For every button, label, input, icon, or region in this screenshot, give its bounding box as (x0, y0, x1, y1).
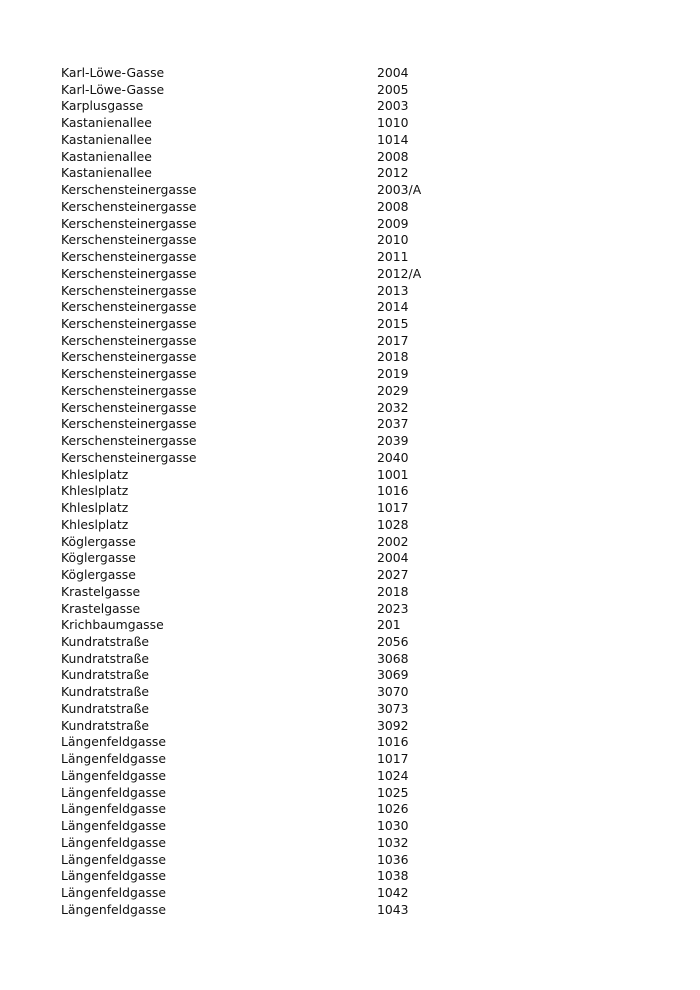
list-item (61, 249, 421, 266)
house-number: 2019 (377, 366, 409, 382)
house-number: 3070 (377, 684, 409, 700)
house-number: 2010 (377, 232, 409, 248)
street-name: Kerschensteinergasse (61, 198, 197, 214)
street-name: Längenfeldgasse (61, 784, 166, 800)
house-number: 2029 (377, 382, 409, 398)
house-number: 2056 (377, 633, 409, 649)
list-item (61, 651, 421, 668)
street-name: Kerschensteinergasse (61, 282, 197, 298)
street-name: Kerschensteinergasse (61, 399, 197, 415)
house-number: 1026 (377, 801, 409, 817)
list-item (61, 818, 421, 835)
street-name: Längenfeldgasse (61, 767, 166, 783)
list-item (61, 801, 421, 818)
house-number: 2013 (377, 282, 409, 298)
house-number: 3092 (377, 717, 409, 733)
house-number: 2032 (377, 399, 409, 415)
house-number: 2011 (377, 249, 409, 265)
house-number: 1016 (377, 483, 409, 499)
street-name: Kundratstraße (61, 717, 150, 733)
house-number: 2040 (377, 449, 409, 465)
house-number: 2017 (377, 332, 409, 348)
street-name: Karl-Löwe-Gasse (61, 81, 165, 97)
house-number: 2004 (377, 65, 409, 80)
list-item (61, 400, 421, 417)
street-name: Kundratstraße (61, 667, 150, 683)
list-item (61, 433, 421, 450)
list-item (61, 550, 421, 567)
street-name: Kerschensteinergasse (61, 299, 197, 315)
house-number: 3073 (377, 700, 409, 716)
street-name: Längenfeldgasse (61, 834, 166, 850)
street-name: Khleslplatz (61, 483, 129, 499)
list-item (61, 902, 421, 919)
list-item (61, 534, 421, 551)
street-name: Köglergasse (61, 550, 136, 566)
street-name: Khleslplatz (61, 466, 129, 482)
house-number: 2008 (377, 148, 409, 164)
street-name: Köglergasse (61, 567, 136, 583)
house-number: 2027 (377, 567, 409, 583)
house-number: 2003/A (377, 182, 422, 198)
street-name: Längenfeldgasse (61, 734, 166, 750)
street-name: Khleslplatz (61, 516, 129, 532)
house-number: 1030 (377, 818, 409, 834)
house-number: 1028 (377, 516, 409, 532)
house-number: 2009 (377, 215, 409, 231)
list-item (61, 98, 421, 115)
street-name: Längenfeldgasse (61, 801, 166, 817)
house-number: 2018 (377, 349, 409, 365)
list-item (61, 718, 421, 735)
house-number: 1014 (377, 131, 409, 147)
list-item (61, 701, 421, 718)
street-name: Kastanienallee (61, 165, 152, 181)
street-name: Kundratstraße (61, 684, 150, 700)
list-item (61, 266, 421, 283)
list-item (61, 132, 421, 149)
list-item (61, 868, 421, 885)
street-name: Krichbaumgasse (61, 617, 164, 633)
street-name: Kerschensteinergasse (61, 249, 197, 265)
list-item (61, 165, 421, 182)
address-list (61, 65, 421, 918)
street-name: Längenfeldgasse (61, 884, 166, 900)
list-item (61, 601, 421, 618)
list-item (61, 115, 421, 132)
street-name: Karplusgasse (61, 98, 144, 114)
house-number: 1016 (377, 734, 409, 750)
list-item (61, 149, 421, 166)
list-item (61, 500, 421, 517)
street-name: Khleslplatz (61, 500, 129, 516)
street-name: Kerschensteinergasse (61, 182, 197, 198)
street-name: Längenfeldgasse (61, 818, 166, 834)
list-item (61, 333, 421, 350)
street-name: Krastelgasse (61, 600, 141, 616)
house-number: 1038 (377, 868, 409, 884)
list-item (61, 667, 421, 684)
house-number: 2005 (377, 81, 409, 97)
list-item (61, 517, 421, 534)
house-number: 201 (377, 617, 401, 633)
street-name: Kastanienallee (61, 131, 152, 147)
house-number: 2039 (377, 433, 409, 449)
house-number: 1036 (377, 851, 409, 867)
house-number: 2014 (377, 299, 409, 315)
list-item (61, 283, 421, 300)
house-number: 2023 (377, 600, 409, 616)
list-item (61, 617, 421, 634)
house-number: 2003 (377, 98, 409, 114)
house-number: 1017 (377, 751, 409, 767)
house-number: 2037 (377, 416, 409, 432)
house-number: 1025 (377, 784, 409, 800)
street-name: Kerschensteinergasse (61, 433, 197, 449)
street-name: Kerschensteinergasse (61, 349, 197, 365)
house-number: 1024 (377, 767, 409, 783)
street-name: Längenfeldgasse (61, 851, 166, 867)
house-number: 2018 (377, 583, 409, 599)
street-name: Kastanienallee (61, 148, 152, 164)
house-number: 2012 (377, 165, 409, 181)
house-number: 1032 (377, 834, 409, 850)
list-item (61, 416, 421, 433)
list-item (61, 734, 421, 751)
list-item (61, 199, 421, 216)
list-item (61, 885, 421, 902)
list-item (61, 383, 421, 400)
street-name: Kerschensteinergasse (61, 366, 197, 382)
street-name: Kerschensteinergasse (61, 416, 197, 432)
house-number: 1043 (377, 901, 409, 917)
street-name: Kerschensteinergasse (61, 332, 197, 348)
list-item (61, 785, 421, 802)
street-name: Kastanienallee (61, 115, 152, 131)
house-number: 1010 (377, 115, 409, 131)
list-item (61, 684, 421, 701)
house-number: 3069 (377, 667, 409, 683)
street-name: Längenfeldgasse (61, 901, 166, 917)
street-name: Kerschensteinergasse (61, 382, 197, 398)
list-item (61, 584, 421, 601)
list-item (61, 366, 421, 383)
house-number: 2008 (377, 198, 409, 214)
list-item (61, 299, 421, 316)
house-number: 1001 (377, 466, 409, 482)
list-item (61, 852, 421, 869)
street-name: Kerschensteinergasse (61, 232, 197, 248)
street-name: Kerschensteinergasse (61, 449, 197, 465)
house-number: 2012/A (377, 265, 422, 281)
list-item (61, 751, 421, 768)
house-number: 2002 (377, 533, 409, 549)
house-number: 3068 (377, 650, 409, 666)
street-name: Karl-Löwe-Gasse (61, 65, 165, 80)
house-number: 1017 (377, 500, 409, 516)
street-name: Kundratstraße (61, 650, 150, 666)
list-item (61, 483, 421, 500)
list-item (61, 216, 421, 233)
street-name: Krastelgasse (61, 583, 141, 599)
street-name: Kerschensteinergasse (61, 265, 197, 281)
house-number: 2015 (377, 316, 409, 332)
street-name: Längenfeldgasse (61, 868, 166, 884)
house-number: 1042 (377, 884, 409, 900)
street-name: Kerschensteinergasse (61, 316, 197, 332)
street-name: Längenfeldgasse (61, 751, 166, 767)
list-item (61, 182, 421, 199)
list-item (61, 316, 421, 333)
list-item (61, 82, 421, 99)
list-item (61, 835, 421, 852)
list-item (61, 467, 421, 484)
street-name: Köglergasse (61, 533, 136, 549)
street-name: Kerschensteinergasse (61, 215, 197, 231)
street-name: Kundratstraße (61, 633, 150, 649)
street-name: Kundratstraße (61, 700, 150, 716)
list-item (61, 349, 421, 366)
list-item (61, 65, 421, 82)
list-item (61, 768, 421, 785)
house-number: 2004 (377, 550, 409, 566)
list-item (61, 232, 421, 249)
list-item (61, 450, 421, 467)
list-item (61, 567, 421, 584)
list-item (61, 634, 421, 651)
